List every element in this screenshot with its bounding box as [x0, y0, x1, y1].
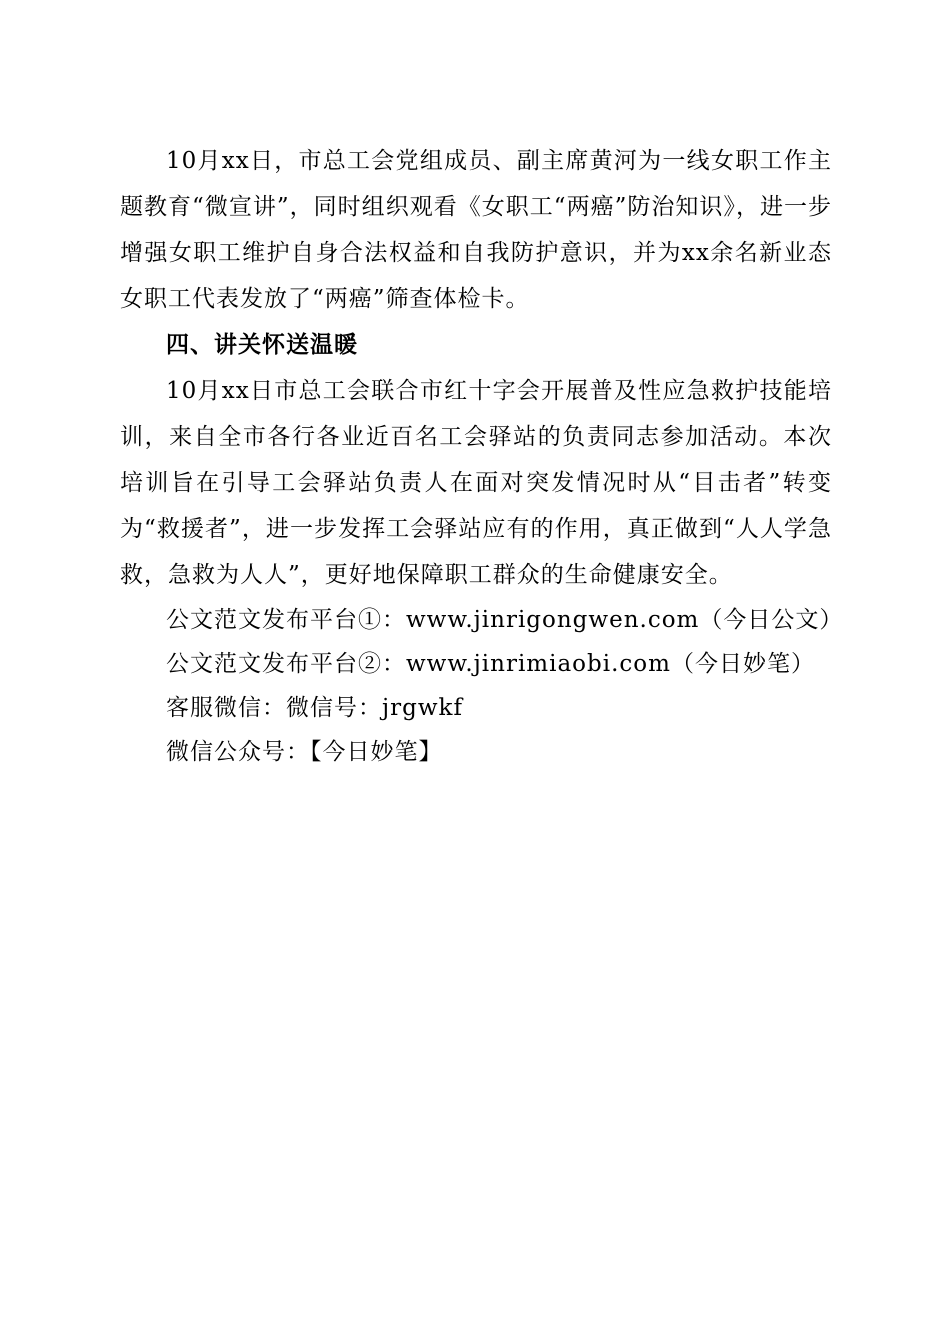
footer-customer-service: 客服微信：微信号：jrgwkf	[166, 695, 463, 721]
section-heading-care-warmth: 四、讲关怀送温暖	[166, 332, 358, 358]
document-body	[120, 138, 844, 774]
paragraph-first-aid-training: 10月xx日市总工会联合市红十字会开展普及性应急救护技能培训，来自全市各行各业近百名工会驿站的负责同志参加活动。本次培训旨在引导工会驿站负责人在面对突发情况时从“目击者”转变为“救援者”，进一步发挥工会驿站应有的作用，真正做到“人人学急救，急救为人人”，更好地保障职工群众的生命健康安全。	[120, 378, 832, 588]
paragraph-women-workers-lecture: 10月xx日，市总工会党组成员、副主席黄河为一线女职工作主题教育“微宣讲”，同时组织观看《女职工“两癌”防治知识》，进一步增强女职工维护自身合法权益和自我防护意识，并为xx余名新业态女职工代表发放了“两癌”筛查体检卡。	[120, 148, 832, 312]
footer-platform-2: 公文范文发布平台②：www.jinrimiaobi.com（今日妙笔）	[166, 651, 815, 677]
footer-official-account: 微信公众号：【今日妙笔】	[166, 739, 443, 765]
footer-platform-1: 公文范文发布平台①：www.jinrigongwen.com（今日公文）	[166, 607, 844, 633]
